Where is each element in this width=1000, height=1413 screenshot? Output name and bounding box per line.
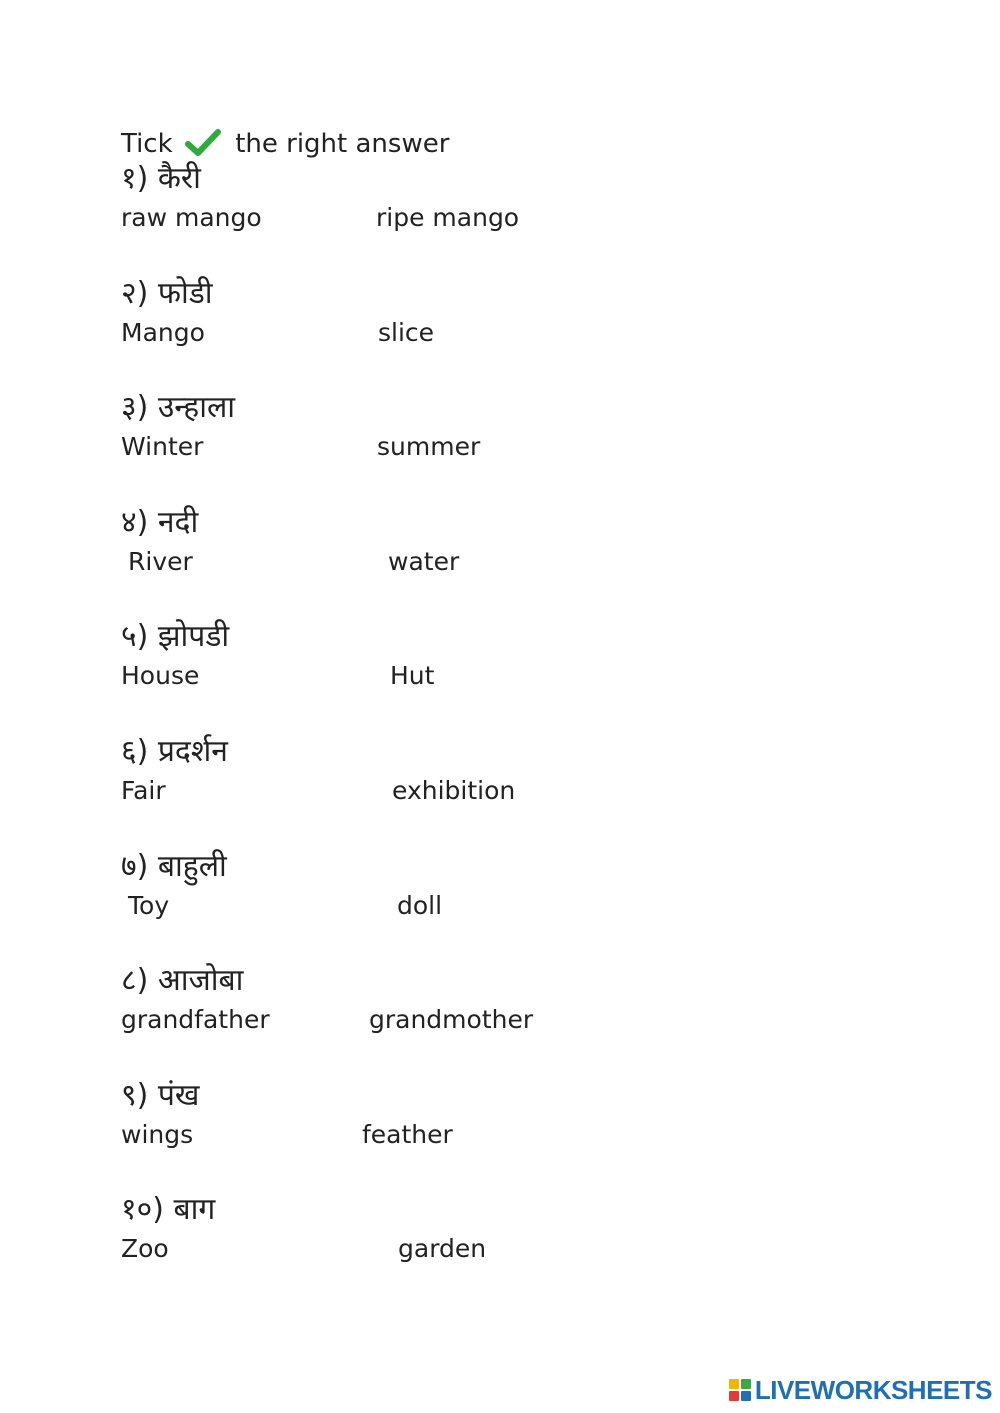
question-word: नदी — [157, 505, 199, 540]
question-4 — [121, 503, 460, 581]
answer-option-2[interactable]: garden — [398, 1234, 487, 1263]
instruction — [121, 124, 449, 164]
question-number: ६) — [121, 734, 149, 769]
question-word: उन्हाला — [157, 390, 236, 425]
question-word: बाग — [173, 1192, 216, 1227]
answer-options — [121, 657, 435, 695]
question-number: ९) — [121, 1078, 149, 1113]
answer-option-2[interactable]: grandmother — [369, 1005, 534, 1034]
question-3 — [121, 388, 481, 466]
answer-option-1[interactable]: raw mango — [121, 203, 262, 232]
question-heading — [121, 274, 213, 314]
logo-text: LIVEWORKSHEETS — [754, 1374, 992, 1405]
question-5 — [121, 617, 435, 695]
answer-option-1[interactable]: Zoo — [121, 1234, 169, 1263]
question-10 — [121, 1190, 487, 1268]
answer-option-2[interactable]: doll — [397, 891, 443, 920]
question-6 — [121, 732, 516, 810]
answer-options — [121, 1230, 487, 1268]
answer-options — [121, 772, 516, 810]
question-heading — [121, 617, 229, 657]
question-9 — [121, 1076, 453, 1154]
question-word: आजोबा — [157, 963, 244, 998]
question-heading — [121, 388, 235, 428]
question-heading — [121, 1190, 215, 1230]
question-heading — [121, 961, 243, 1001]
instruction-text-after: the right answer — [235, 129, 450, 159]
question-word: झोपडी — [157, 619, 230, 654]
question-number: ४) — [121, 505, 149, 540]
question-word: प्रदर्शन — [157, 734, 228, 769]
answer-options — [121, 199, 520, 237]
question-1 — [121, 159, 520, 237]
answer-option-1[interactable]: wings — [121, 1120, 194, 1149]
question-number: ८) — [121, 963, 149, 998]
question-number: १) — [121, 161, 149, 196]
answer-option-2[interactable]: Hut — [390, 661, 435, 690]
answer-option-2[interactable]: water — [388, 547, 460, 576]
answer-option-1[interactable]: River — [128, 547, 193, 576]
answer-option-1[interactable]: grandfather — [121, 1005, 270, 1034]
question-8 — [121, 961, 534, 1039]
question-heading — [121, 847, 227, 887]
question-number: ३) — [121, 390, 149, 425]
answer-option-2[interactable]: exhibition — [392, 776, 516, 805]
answer-options — [121, 887, 443, 925]
question-heading — [121, 732, 228, 772]
answer-option-2[interactable]: summer — [377, 432, 481, 461]
question-number: २) — [121, 276, 149, 311]
answer-option-2[interactable]: ripe mango — [376, 203, 520, 232]
answer-option-1[interactable]: Toy — [128, 891, 170, 920]
question-number: १०) — [121, 1192, 164, 1227]
answer-option-1[interactable]: Mango — [121, 318, 205, 347]
question-word: फोडी — [157, 276, 213, 311]
question-number: ७) — [121, 849, 149, 884]
question-word: पंख — [157, 1078, 200, 1113]
answer-options — [121, 428, 481, 466]
answer-option-2[interactable]: slice — [378, 318, 435, 347]
answer-option-2[interactable]: feather — [362, 1120, 453, 1149]
answer-options — [121, 543, 460, 581]
question-heading — [121, 159, 201, 199]
question-number: ५) — [121, 619, 149, 654]
answer-option-1[interactable]: House — [121, 661, 200, 690]
liveworksheets-logo — [729, 1375, 992, 1405]
question-2 — [121, 274, 435, 352]
answer-options — [121, 1001, 534, 1039]
answer-option-1[interactable]: Winter — [121, 432, 204, 461]
instruction-text-before: Tick — [121, 129, 173, 159]
question-heading — [121, 503, 198, 543]
answer-option-1[interactable]: Fair — [121, 776, 166, 805]
question-word: बाहुली — [157, 849, 227, 884]
question-heading — [121, 1076, 199, 1116]
answer-options — [121, 1116, 453, 1154]
question-7 — [121, 847, 443, 925]
question-word: कैरी — [157, 161, 201, 196]
logo-mark-icon — [729, 1379, 751, 1401]
checkmark-icon — [185, 128, 221, 158]
answer-options — [121, 314, 435, 352]
